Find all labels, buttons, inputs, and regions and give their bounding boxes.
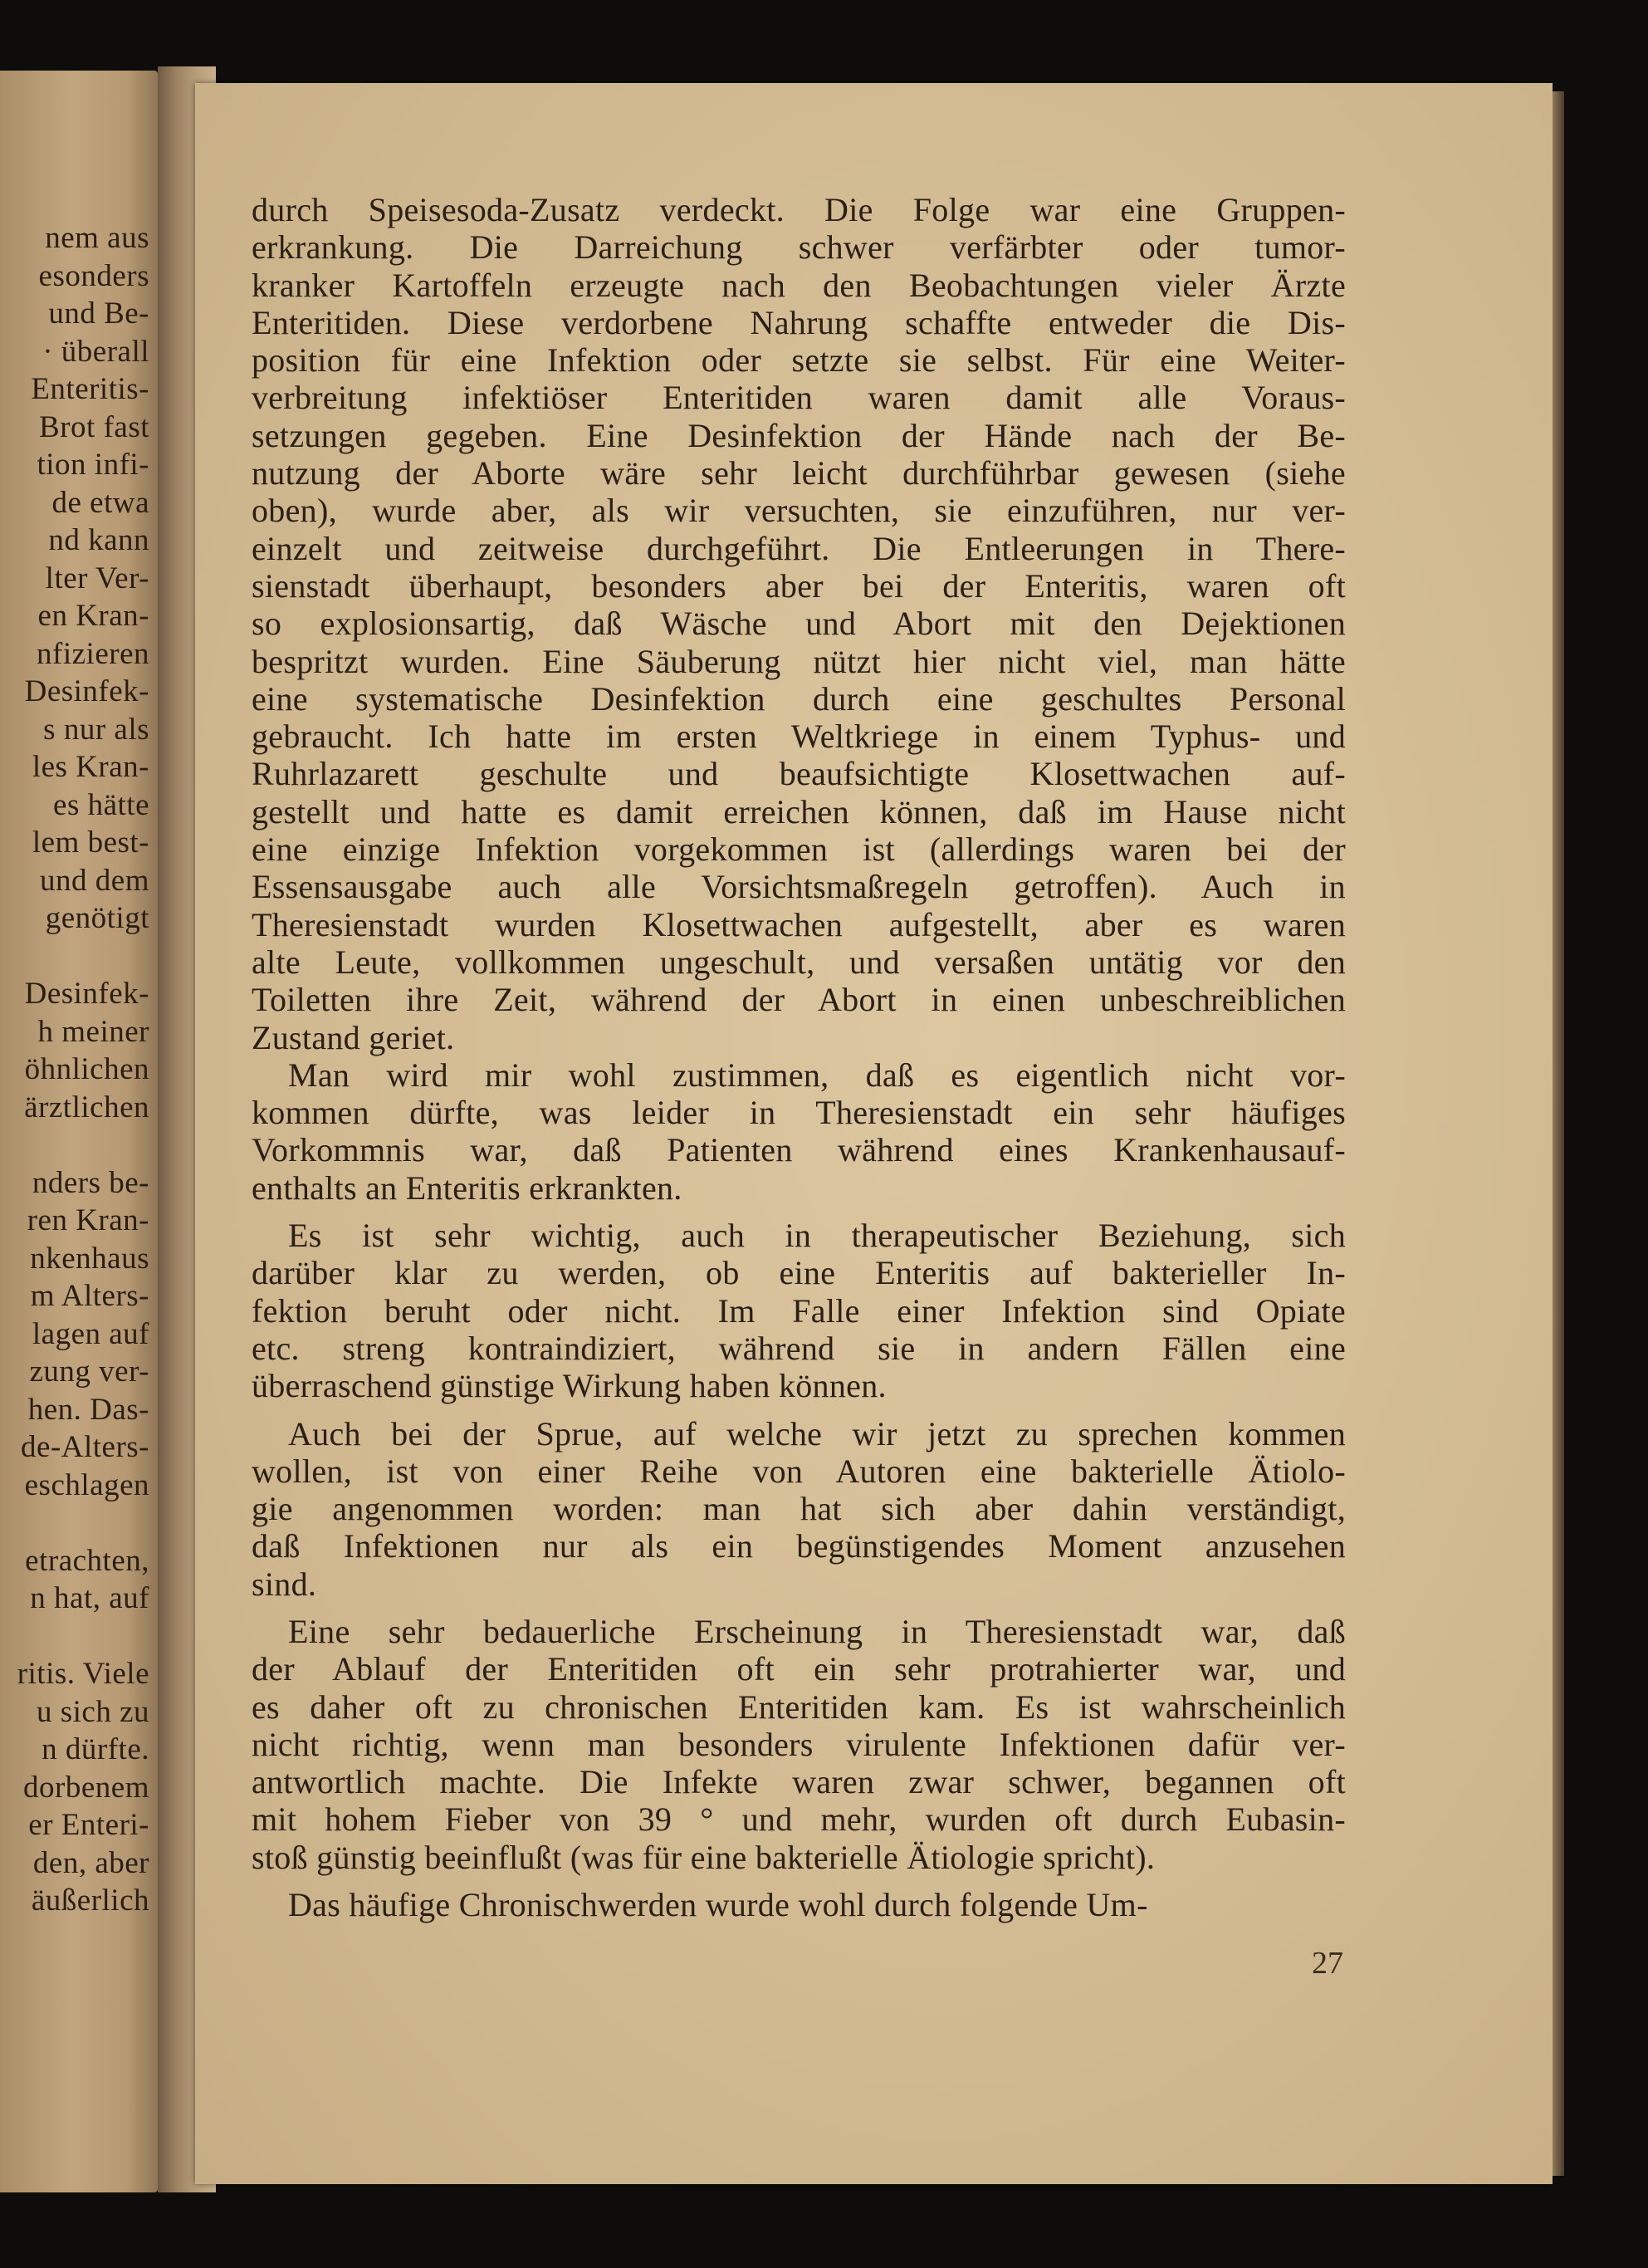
paragraph <box>252 1613 1346 1876</box>
text-line: darüber klar zu werden, ob eine Enteritis auf bakterieller In- <box>252 1254 1346 1292</box>
paragraph-gap <box>252 1405 1346 1415</box>
text-line: Enteritiden. Diese verdorbene Nahrung schaffte entweder die Dis- <box>252 303 1346 341</box>
text-line: oben), wurde aber, als wir versuchten, sie einzuführen, nur ver- <box>252 492 1346 530</box>
left-page-line: m Alters- <box>30 1279 149 1313</box>
page-edge <box>1553 91 1564 2176</box>
text-line: gestellt und hatte es damit erreichen können, daß im Hause nicht <box>252 792 1346 830</box>
paragraph <box>252 1217 1346 1404</box>
page-number: 27 <box>1312 1946 1343 1981</box>
text-line: Es ist sehr wichtig, auch in therapeutischer Beziehung, sich <box>288 1217 1346 1255</box>
left-page-line: tion infi- <box>37 448 149 482</box>
text-line: einzelt und zeitweise durchgeführt. Die Entleerungen in There- <box>252 529 1346 567</box>
left-page-line: es hätte <box>53 787 149 822</box>
text-line: der Ablauf der Enteritiden oft ein sehr protrahierter war, und <box>252 1650 1346 1688</box>
left-page-line: esonders <box>38 258 149 293</box>
text-line: Theresienstadt wurden Klosettwachen aufgestellt, aber es waren <box>252 905 1346 943</box>
text-line: daß Infektionen nur als ein begünstigendes Moment anzusehen <box>252 1527 1346 1565</box>
paragraph <box>252 1056 1346 1207</box>
left-page-line: les Kran- <box>32 750 149 784</box>
text-line: position für eine Infektion oder setzte sie selbst. Für eine Weiter- <box>252 341 1346 380</box>
text-line: mit hohem Fieber von 39 ° und mehr, wurden oft durch Eubasin- <box>252 1800 1346 1839</box>
left-page-line: n hat, auf <box>30 1581 149 1615</box>
text-line: Vorkommnis war, daß Patienten während eines Krankenhausauf- <box>252 1131 1346 1169</box>
left-page-line: lem best- <box>32 825 149 860</box>
text-line: kommen dürfte, was leider in Theresienstadt ein sehr häufiges <box>252 1094 1346 1132</box>
left-page-line: nkenhaus <box>30 1241 149 1276</box>
left-page-line: er Enteri- <box>28 1808 149 1842</box>
text-line: Das häufige Chronischwerden wurde wohl durch folgende Um- <box>288 1886 1148 1924</box>
text-line: Auch bei der Sprue, auf welche wir jetzt zu sprechen kommen <box>288 1414 1346 1452</box>
text-line: Essensausgabe auch alle Vorsichtsmaßregeln getroffen). Auch in <box>252 868 1346 906</box>
text-line: sind. <box>252 1565 317 1603</box>
left-page-line: äußerlich <box>31 1883 149 1918</box>
main-text-block <box>252 191 1346 1923</box>
left-page-line: Brot fast <box>39 409 149 444</box>
left-page-line: nfizieren <box>37 636 149 671</box>
paragraph <box>252 191 1346 1056</box>
left-page-line: ärztlichen <box>24 1090 149 1124</box>
paragraph-gap <box>252 1876 1346 1886</box>
left-page-line: nders be- <box>32 1165 149 1200</box>
left-page-line: ren Kran- <box>27 1203 149 1237</box>
left-page-line: de-Alters- <box>21 1430 149 1464</box>
text-line: nicht richtig, wenn man besonders virulente Infektionen dafür ver- <box>252 1725 1346 1763</box>
left-page-line: s nur als <box>43 712 149 747</box>
text-line: verbreitung infektiöser Enteritiden waren damit alle Voraus- <box>252 379 1346 417</box>
text-line: enthalts an Enteritis erkrankten. <box>252 1168 682 1207</box>
text-line: stoß günstig beeinflußt (was für eine bakterielle Ätiologie spricht). <box>252 1838 1156 1876</box>
text-line: kranker Kartoffeln erzeugte nach den Beobachtungen vieler Ärzte <box>252 266 1346 304</box>
left-page-line: dorbenem <box>23 1770 149 1805</box>
left-page-line: und dem <box>40 863 149 898</box>
text-line: durch Speisesoda-Zusatz verdeckt. Die Folge war eine Gruppen- <box>252 191 1346 228</box>
left-page-line: en Kran- <box>37 599 149 633</box>
text-line: alte Leute, vollkommen ungeschult, und versaßen untätig vor den <box>252 943 1346 981</box>
text-line: Zustand geriet. <box>252 1018 455 1056</box>
left-page-line: n dürfte. <box>42 1732 149 1766</box>
text-line: es daher oft zu chronischen Enteritiden kam. Es ist wahrscheinlich <box>252 1688 1346 1726</box>
text-line: Eine sehr bedauerliche Erscheinung in Theresienstadt war, daß <box>288 1612 1346 1650</box>
text-line: eine einzige Infektion vorgekommen ist (allerdings waren bei der <box>252 830 1346 869</box>
text-line: eine systematische Desinfektion durch eine geschultes Personal <box>252 679 1346 718</box>
left-page-line: de etwa <box>51 485 149 520</box>
left-page-line: öhnlichen <box>24 1052 149 1086</box>
left-facing-page <box>0 71 158 2192</box>
left-page-line: hen. Das- <box>27 1392 149 1427</box>
text-line: überraschend günstige Wirkung haben können. <box>252 1367 887 1405</box>
left-page-line: eschlagen <box>24 1467 149 1502</box>
left-page-line: den, aber <box>32 1845 149 1880</box>
left-page-line: · überall <box>42 334 149 369</box>
left-page-line: Desinfek- <box>24 674 149 708</box>
left-page-line: genötigt <box>45 901 149 935</box>
left-page-line: lagen auf <box>32 1316 149 1351</box>
left-page-line: nd kann <box>48 523 149 557</box>
left-page-line: und Be- <box>48 296 149 331</box>
text-line: bespritzt wurden. Eine Säuberung nützt hier nicht viel, man hätte <box>252 642 1346 680</box>
paragraph <box>252 1886 1346 1923</box>
text-line: wollen, ist von einer Reihe von Autoren eine bakterielle Ätiolo- <box>252 1452 1346 1490</box>
text-line: Ruhrlazarett geschulte und beaufsichtigte Klosettwachen auf- <box>252 755 1346 793</box>
text-line: fektion beruht oder nicht. Im Falle einer Infektion sind Opiate <box>252 1291 1346 1330</box>
left-page-line: Enteritis- <box>31 372 149 406</box>
text-line: setzungen gegeben. Eine Desinfektion der Hände nach der Be- <box>252 416 1346 454</box>
left-page-line: etrachten, <box>25 1543 149 1578</box>
left-page-line: nem aus <box>45 221 149 255</box>
paragraph-gap <box>252 1207 1346 1217</box>
left-page-line: u sich zu <box>36 1694 149 1729</box>
text-line: etc. streng kontraindiziert, während sie in andern Fällen eine <box>252 1329 1346 1367</box>
text-line: so explosionsartig, daß Wäsche und Abort mit den Dejektionen <box>252 605 1346 643</box>
text-line: sienstadt überhaupt, besonders aber bei der Enteritis, waren oft <box>252 566 1346 605</box>
text-line: antwortlich machte. Die Infekte waren zwar schwer, begannen oft <box>252 1763 1346 1801</box>
text-line: Man wird mir wohl zustimmen, daß es eigentlich nicht vor- <box>288 1056 1346 1094</box>
text-line: nutzung der Aborte wäre sehr leicht durchführbar gewesen (siehe <box>252 454 1346 492</box>
left-page-line: lter Ver- <box>45 561 149 595</box>
left-page-line: ritis. Viele <box>17 1657 149 1691</box>
text-line: Toiletten ihre Zeit, während der Abort in einen unbeschreiblichen <box>252 981 1346 1019</box>
text-line: gebraucht. Ich hatte im ersten Weltkriege in einem Typhus- und <box>252 718 1346 756</box>
text-line: gie angenommen worden: man hat sich aber dahin verständigt, <box>252 1490 1346 1528</box>
paragraph-gap <box>252 1603 1346 1613</box>
left-page-line: Desinfek- <box>24 977 149 1011</box>
text-line: erkrankung. Die Darreichung schwer verfärbter oder tumor- <box>252 228 1346 267</box>
paragraph <box>252 1415 1346 1603</box>
left-page-line: h meiner <box>37 1014 149 1049</box>
left-page-line: zung ver- <box>29 1354 149 1389</box>
